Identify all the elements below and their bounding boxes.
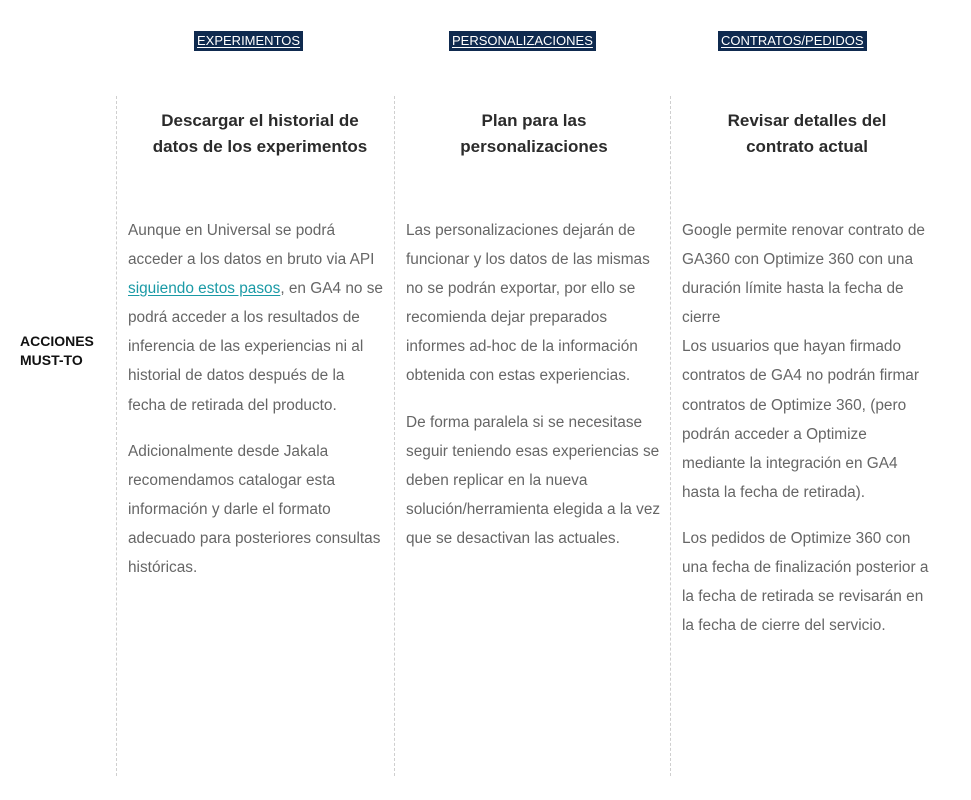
- tag-personalizaciones: PERSONALIZACIONES: [449, 31, 596, 51]
- column-divider-1: [116, 96, 117, 776]
- column-title-experimentos: [128, 108, 392, 160]
- column-divider-3: [670, 96, 671, 776]
- row-label-line1: ACCIONES: [20, 333, 94, 349]
- column-title-contratos: [682, 108, 932, 160]
- column-body-experimentos: [128, 216, 386, 599]
- column-title-line1: Descargar el historial de: [161, 111, 359, 130]
- column-title-personalizaciones: [406, 108, 662, 160]
- paragraph-3: Los pedidos de Optimize 360 con una fecha de finalización posterior a la fecha de retirada se revisarán en la fecha de cierre del servicio.: [682, 529, 929, 635]
- column-body-contratos: [682, 216, 932, 657]
- column-contratos: [682, 108, 932, 768]
- row-label: [20, 332, 112, 370]
- paragraph-text: , en GA4 no se podrá acceder a los resultados de inferencia de las experiencias ni al historial de datos después de la fecha de retirada del producto.: [128, 280, 383, 414]
- column-divider-2: [394, 96, 395, 776]
- column-body-personalizaciones: [406, 216, 662, 570]
- paragraph-2: Adicionalmente desde Jakala recomendamos catalogar esta información y darle el formato adecuado para posteriores consultas históricas.: [128, 442, 381, 577]
- paragraph-2: De forma paralela si se necesitase seguir teniendo esas experiencias se deben replicar en la nueva solución/herramienta elegida a la vez que se desactivan las actuales.: [406, 413, 661, 547]
- pasos-link[interactable]: siguiendo estos pasos: [128, 280, 281, 298]
- tag-contratos-pedidos: CONTRATOS/PEDIDOS: [718, 31, 867, 51]
- column-title-line2: contrato actual: [746, 137, 868, 156]
- column-personalizaciones: [406, 108, 662, 768]
- row-label-line2: MUST-TO: [20, 352, 83, 368]
- paragraph-text: Aunque en Universal se podrá acceder a los datos en bruto via API: [128, 222, 375, 269]
- paragraph-1: Las personalizaciones dejarán de funcionar y los datos de las mismas no se podrán exportar, por ello se recomienda dejar preparados informes ad-hoc de la información obtenida con estas experiencias.: [406, 222, 650, 385]
- tag-experimentos: EXPERIMENTOS: [194, 31, 303, 51]
- column-title-line2: datos de los experimentos: [152, 137, 368, 156]
- column-title-line1: Plan para las: [481, 111, 587, 130]
- column-experimentos: [128, 108, 392, 768]
- paragraph-1: Google permite renovar contrato de GA360 con Optimize 360 con una duración límite hasta la fecha de cierre: [682, 222, 925, 327]
- column-title-line2: personalizaciones: [460, 137, 608, 156]
- paragraph-1: [128, 216, 386, 420]
- column-title-line1: Revisar detalles del: [727, 111, 887, 130]
- paragraph-2: Los usuarios que hayan firmado contratos de GA4 no podrán firmar contratos de Optimize 360, (pero podrán acceder a Optimize mediante la integración en GA4 hasta la fecha de retirada).: [682, 338, 919, 501]
